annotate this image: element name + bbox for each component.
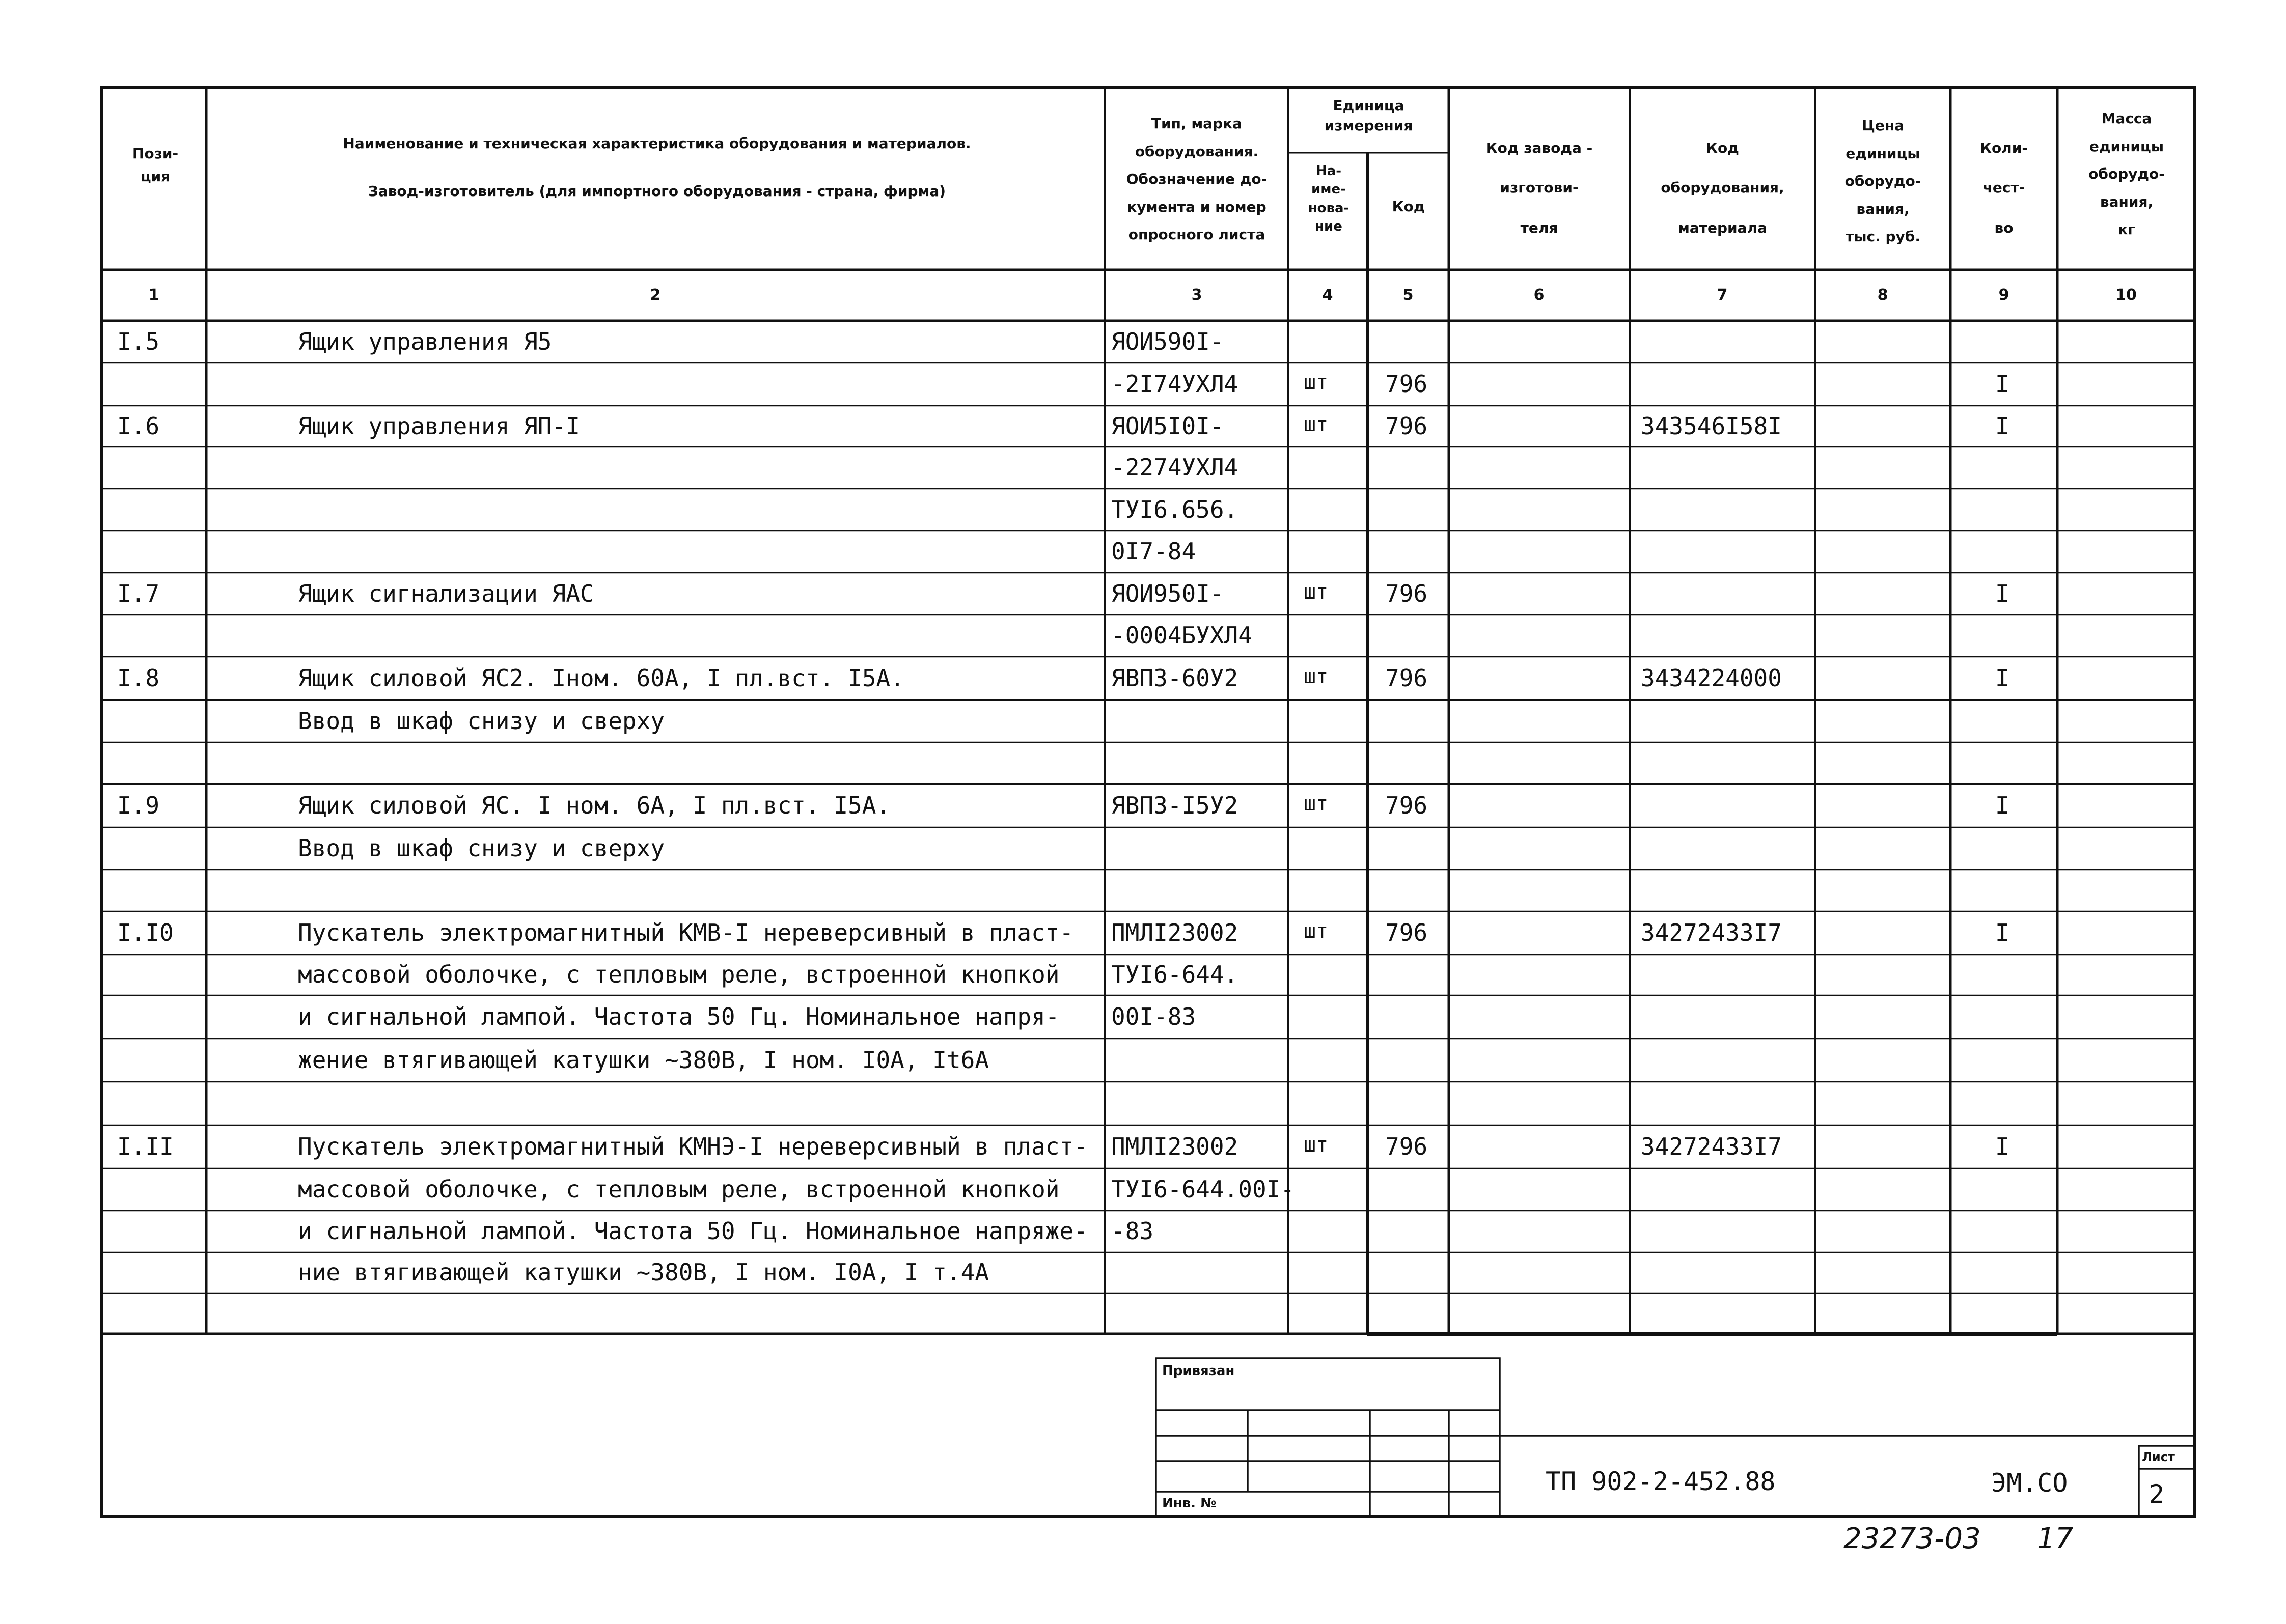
cell-name: ние втягивающей катушки ~380В, I ном. I0А, I т.4А	[298, 1258, 989, 1286]
cell-code: 796	[1385, 791, 1428, 819]
cell-equip: 3434224000	[1641, 664, 1782, 692]
cell-type: -83	[1111, 1217, 1154, 1245]
column-number: 5	[1402, 286, 1414, 304]
header-equipment-code: Код оборудования, материала	[1661, 139, 1784, 236]
column-number: 4	[1322, 286, 1333, 304]
cell-type: -2274УХЛ4	[1111, 454, 1238, 481]
header-price: Цена единицы оборудо- вания, тыс. руб.	[1844, 117, 1921, 245]
cell-equip: 34272433I7	[1641, 1132, 1782, 1160]
header-unit-code: Код	[1392, 198, 1425, 215]
cell-name: и сигнальной лампой. Частота 50 Гц. Номинальное напряже-	[298, 1217, 1088, 1245]
header-name: Наименование и техническая характеристика оборудования и материалов.	[343, 135, 971, 152]
cell-name: Ввод в шкаф снизу и сверху	[298, 707, 665, 735]
sheet-number: 2	[2149, 1479, 2165, 1509]
cell-unit: шт	[1304, 580, 1329, 604]
header-quantity: Коли- чест- во	[1980, 139, 2028, 236]
header-mass: Масса единицы оборудо- вания, кг	[2088, 110, 2165, 238]
cell-unit: шт	[1304, 664, 1329, 688]
cell-pos: I.I0	[117, 918, 174, 946]
cell-type: ЯОИ590I-	[1111, 327, 1224, 355]
cell-type: ЯОИ950I-	[1111, 579, 1224, 607]
cell-qty: I	[1995, 918, 2009, 946]
cell-name: массовой оболочке, с тепловым реле, встроенной кнопкой	[298, 1175, 1060, 1203]
cell-code: 796	[1385, 664, 1428, 692]
cell-equip: 34272433I7	[1641, 918, 1782, 946]
cell-type: ЯВПЗ-I5У2	[1111, 791, 1238, 819]
cell-pos: I.8	[117, 664, 160, 692]
cell-type: 00I-83	[1111, 1002, 1196, 1030]
cell-type: 0I7-84	[1111, 538, 1196, 565]
cell-type: ТУI6.656.	[1111, 495, 1238, 523]
column-number: 3	[1191, 286, 1202, 304]
cell-qty: I	[1995, 791, 2009, 819]
cell-name: Пускатель электромагнитный КМНЭ-I нереверсивный в пласт-	[298, 1132, 1088, 1160]
cell-unit: шт	[1304, 412, 1329, 436]
archive-stamp: 23273-03	[1843, 1522, 1981, 1555]
cell-code: 796	[1385, 1132, 1428, 1160]
document-code: ТП 902-2-452.88	[1546, 1467, 1776, 1496]
column-number: 9	[1998, 286, 2009, 304]
cell-pos: I.6	[117, 412, 160, 440]
cell-qty: I	[1995, 1132, 2009, 1160]
cell-pos: I.7	[117, 579, 160, 607]
cell-name: Ввод в шкаф снизу и сверху	[298, 834, 665, 862]
cell-unit: шт	[1304, 1133, 1329, 1157]
cell-qty: I	[1995, 664, 2009, 692]
cell-unit: шт	[1304, 371, 1329, 394]
section-code: ЭМ.СО	[1991, 1468, 2068, 1498]
column-number: 2	[650, 286, 661, 304]
cell-code: 796	[1385, 370, 1428, 398]
cell-unit: шт	[1304, 919, 1329, 943]
sheet-label: Лист	[2142, 1450, 2175, 1464]
header-type: Тип, марка оборудования. Обозначение до- кумента и номер опросного листа	[1126, 115, 1268, 243]
cell-name: и сигнальной лампой. Частота 50 Гц. Номинальное напря-	[298, 1002, 1060, 1030]
page-number: 17	[2037, 1522, 2074, 1555]
cell-type: ТУI6-644.00I-	[1111, 1175, 1295, 1203]
cell-pos: I.5	[117, 327, 160, 355]
header-position: Пози- ция	[132, 145, 179, 185]
inventory-label: Инв. №	[1162, 1496, 1217, 1511]
cell-type: ПМЛI23002	[1111, 918, 1238, 946]
cell-code: 796	[1385, 918, 1428, 946]
cell-type: -2I74УХЛ4	[1111, 370, 1238, 398]
header-factory-code: Код завода - изготови- теля	[1485, 139, 1593, 236]
cell-name: Ящик силовой ЯС2. Iном. 60А, I пл.вст. I5А.	[298, 664, 904, 692]
cell-type: ЯВПЗ-60У2	[1111, 664, 1238, 692]
cell-type: ТУI6-644.	[1111, 961, 1238, 988]
header-unit: Единица измерения	[1324, 97, 1413, 134]
column-number: 7	[1717, 286, 1728, 304]
column-number: 10	[2115, 286, 2137, 304]
header-unit-name: На- име- нова- ние	[1308, 163, 1349, 235]
cell-name: Пускатель электромагнитный КМВ-I нереверсивный в пласт-	[298, 918, 1074, 946]
cell-type: ЯОИ5I0I-	[1111, 412, 1224, 440]
header-manufacturer: Завод-изготовитель (для импортного оборудования - страна, фирма)	[368, 183, 946, 200]
cell-name: массовой оболочке, с тепловым реле, встроенной кнопкой	[298, 961, 1060, 988]
cell-name: жение втягивающей катушки ~380В, I ном. I0А, It6А	[298, 1046, 989, 1074]
cell-qty: I	[1995, 579, 2009, 607]
cell-name: Ящик управления Я5	[298, 327, 552, 355]
cell-pos: I.II	[117, 1132, 174, 1160]
cell-name: Ящик силовой ЯС. I ном. 6А, I пл.вст. I5А.	[298, 791, 891, 819]
privyazan-label: Привязан	[1162, 1363, 1235, 1379]
cell-equip: 343546I58I	[1641, 412, 1782, 440]
cell-type: -0004БУХЛ4	[1111, 622, 1252, 649]
column-number: 1	[148, 286, 159, 304]
cell-qty: I	[1995, 412, 2009, 440]
cell-pos: I.9	[117, 791, 160, 819]
cell-name: Ящик сигнализации ЯАС	[298, 579, 594, 607]
cell-qty: I	[1995, 370, 2009, 398]
cell-code: 796	[1385, 579, 1428, 607]
cell-name: Ящик управления ЯП-I	[298, 412, 580, 440]
cell-code: 796	[1385, 412, 1428, 440]
cell-unit: шт	[1304, 792, 1329, 816]
column-number: 8	[1877, 286, 1888, 304]
column-number: 6	[1533, 286, 1545, 304]
cell-type: ПМЛI23002	[1111, 1132, 1238, 1160]
